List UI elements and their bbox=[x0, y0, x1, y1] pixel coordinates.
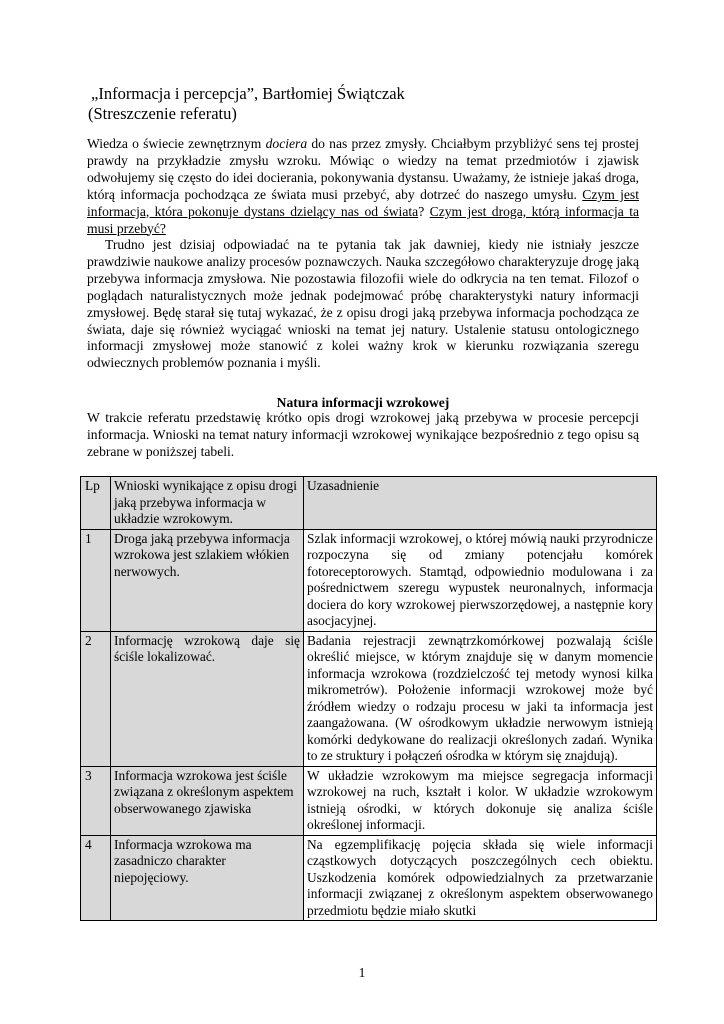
table-row bbox=[81, 529, 657, 631]
row-wniosek: Droga jaką przebywa informacja wzrokowa jest szlakiem włókien nerwowych. bbox=[111, 529, 304, 631]
conclusions-table bbox=[80, 476, 657, 921]
row-lp: 1 bbox=[81, 529, 111, 631]
intro-text-1: Wiedza o świecie zewnętrznym bbox=[87, 136, 266, 151]
intro-paragraph-2 bbox=[87, 237, 639, 372]
intro-paragraph-1 bbox=[87, 136, 639, 237]
table-row bbox=[81, 835, 657, 921]
row-uzasadnienie: Na egzemplifikację pojęcia składa się wiele informacji cząstkowych dotyczących poszczególnych cech obiektu. Uszkodzenia komórek odpowiedzialnych za przetwarzanie informacji związanej z określonym aspektem obserwowanego przedmiotu będzie miało skutki bbox=[304, 835, 657, 921]
intro-paragraph-2-text: Trudno jest dzisiaj odpowiadać na te pytania tak jak dawniej, kiedy nie istniały jeszcze prawdziwie naukowe analizy procesów poznawczych. Nauka szczegółowo charakteryzuje drogę jaką przebywa informacja zmysłowa. Nie pozostawia filozofii wiele do odkrycia na ten temat. Filozof o poglądach naturalistycznych może jednak podejmować próbę charakterystyki natury informacji zmysłowej. Będę starał się tutaj wykazać, że z opisu drogi jaką przebywa informacja pochodząca ze świata, daje się również wyciągać wnioski na temat jej natury. Ustalenie statusu ontologicznego informacji zmysłowej może stanowić z kolei ważny krok w kierunku rozwiązania szeregu odwiecznych problemów poznania i myśli. bbox=[87, 237, 639, 371]
section-paragraph: W trakcie referatu przedstawię krótko opis drogi wzrokowej jaką przebywa w procesie percepcji informacja. Wnioski na temat natury informacji wzrokowej wynikające bezpośrednio z tego opisu są zebrane w poniższej tabeli. bbox=[87, 410, 639, 459]
intro-question-2: Czym jest droga, którą informacja ta musi przebyć? bbox=[87, 203, 640, 236]
row-lp: 2 bbox=[81, 631, 111, 766]
header-lp: Lp bbox=[81, 477, 111, 530]
table-row bbox=[81, 766, 657, 835]
intro-text-3: ? bbox=[418, 203, 430, 219]
page-number: 1 bbox=[358, 965, 366, 980]
document-title-block bbox=[88, 84, 405, 124]
row-lp: 3 bbox=[81, 766, 111, 835]
row-uzasadnienie: Szlak informacji wzrokowej, o której mówią nauki przyrodnicze rozpoczyna się od zmiany potencjału komórek fotoreceptorowych. Stamtąd, odpowiednio modulowana i za pośrednictwem szeregu wypustek neuronalnych, informacja dociera do kory wzrokowej pierwszorzędowej, a następnie kory asocjacyjnej. bbox=[304, 529, 657, 631]
row-lp: 4 bbox=[81, 835, 111, 921]
table-row bbox=[81, 631, 657, 766]
document-title: „Informacja i percepcja”, Bartłomiej Świątczak bbox=[91, 84, 405, 103]
row-wniosek: Informacja wzrokowa ma zasadniczo charakter niepojęciowy. bbox=[111, 835, 304, 921]
row-uzasadnienie: Badania rejestracji zewnątrzkomórkowej pozwalają ściśle określić miejsce, w którym znajduje się w danym momencie informacja wzrokowa (rozdzielczość tej metody wynosi kilka mikrometrów). Położenie informacji wzrokowej może być źródłem wiedzy o rodzaju procesu w jaki ta informacja jest zaangażowana. (W ośrodkowym układzie nerwowym istnieją komórki dedykowane do realizacji określonych zadań. Wynika to ze struktury i połączeń ośrodka w którym się znajdują). bbox=[304, 631, 657, 766]
row-wniosek: Informacja wzrokowa jest ściśle związana z określonym aspektem obserwowanego zjawiska bbox=[111, 766, 304, 835]
intro-emphasis: dociera bbox=[265, 136, 308, 151]
intro-question-1: Czym jest informacja, która pokonuje dystans dzielący nas od świata bbox=[87, 186, 639, 219]
header-uzasadnienie: Uzasadnienie bbox=[304, 477, 657, 530]
section-heading: Natura informacji wzrokowej bbox=[276, 395, 450, 410]
document-subtitle: (Streszczenie referatu) bbox=[88, 104, 237, 123]
intro-text-2: do nas przez zmysły. Chciałbym przybliżyć sens tej prostej prawdy na przykładzie zmysłu wzroku. Mówiąc o wiedzy na temat przedmiotów i zjawisk odwołujemy się często do idei docierania, pokonywania dystansu. Uważamy, że istnieje jakaś droga, którą informacja pochodząca ze świata musi przebyć, aby dotrzeć do naszego umysłu. bbox=[87, 136, 639, 202]
row-wniosek: Informację wzrokową daje się ściśle lokalizować. bbox=[111, 631, 304, 766]
row-uzasadnienie: W układzie wzrokowym ma miejsce segregacja informacji wzrokowej na ruch, kształt i kolor. W układzie wzrokowym istnieją ośrodki, w których dokonuje się analiza ściśle określonej informacji. bbox=[304, 766, 657, 835]
header-wnioski: Wnioski wynikające z opisu drogi jaką przebywa informacja w układzie wzrokowym. bbox=[111, 477, 304, 530]
table-header-row bbox=[81, 477, 657, 530]
